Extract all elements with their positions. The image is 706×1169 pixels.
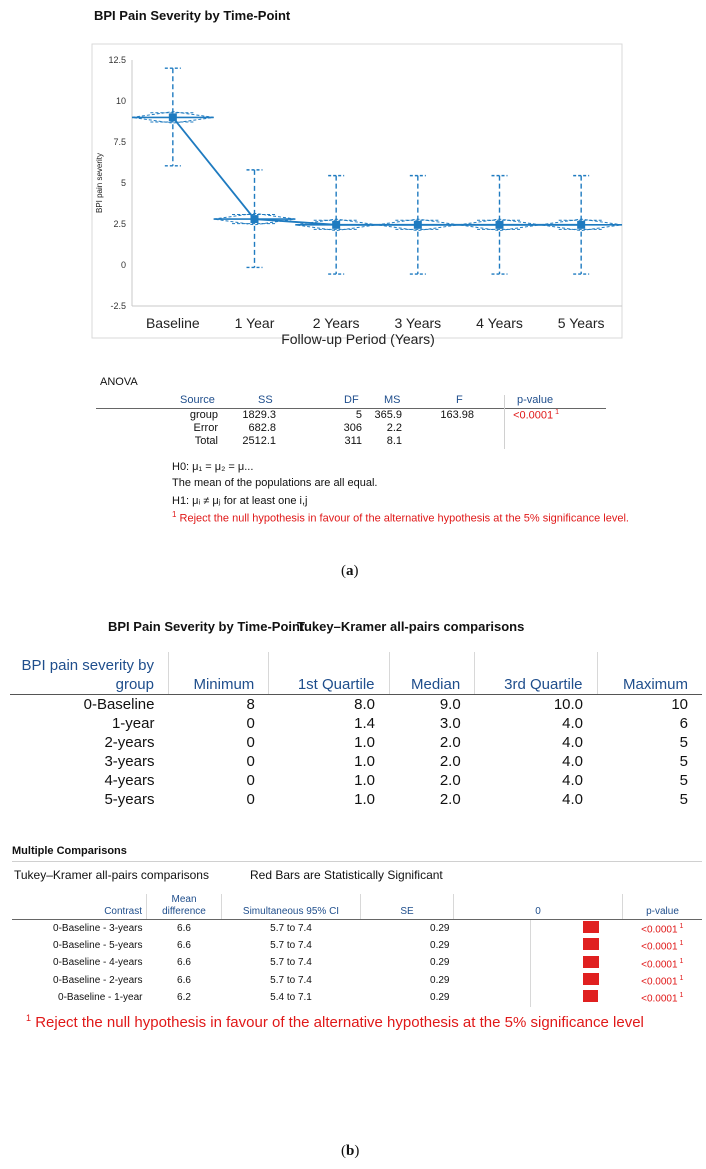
mc-contrast-cell: 0-Baseline - 2-years xyxy=(53,974,143,986)
anova-cell: 311 xyxy=(344,435,362,447)
y-tick-label: 10 xyxy=(115,96,126,106)
mc-header-se: SE xyxy=(361,894,454,920)
summary-value-cell: 3.0 xyxy=(439,715,461,732)
anova-label: ANOVA xyxy=(100,376,138,388)
anova-cell: Total xyxy=(194,435,218,447)
zero-line xyxy=(530,989,531,1006)
footnote-mark: 1 xyxy=(677,974,684,982)
mc-header-row xyxy=(12,894,702,920)
y-axis-label: BPI pain severity xyxy=(95,152,104,214)
mc-contrast-cell: 0-Baseline - 5-years xyxy=(53,939,143,951)
x-tick-label: 4 Years xyxy=(476,315,523,331)
chart-area-border xyxy=(92,44,622,338)
mc-ci-cell: 5.7 to 7.4 xyxy=(270,974,312,986)
caption-a: (a) xyxy=(341,563,359,579)
summary-value-cell: 10 xyxy=(671,696,688,713)
mc-bar-cell xyxy=(454,955,623,972)
y-tick-label: 5 xyxy=(120,178,126,188)
summary-value-cell: 8 xyxy=(246,696,255,713)
summary-header-row xyxy=(10,652,702,695)
h1-line: H1: μᵢ ≠ μⱼ for at least one i,j xyxy=(172,495,308,507)
anova-header-cell: DF xyxy=(344,394,359,406)
caption-b: (b) xyxy=(341,1143,360,1159)
summary-row xyxy=(10,771,702,790)
mc-note: Red Bars are Statistically Significant xyxy=(250,868,443,882)
anova-cell: 682.8 xyxy=(248,422,276,434)
anova-cell: 8.1 xyxy=(386,435,402,447)
summary-group-cell: 2-years xyxy=(104,734,155,751)
h0-text: The mean of the populations are all equal. xyxy=(172,477,378,489)
anova-cell: 306 xyxy=(343,422,362,434)
summary-row xyxy=(10,790,702,809)
anova-header-cell: F xyxy=(456,394,463,406)
mc-contrast-cell: 0-Baseline - 4-years xyxy=(53,957,143,969)
mc-diff-cell: 6.6 xyxy=(177,974,191,986)
summary-value-cell: 2.0 xyxy=(439,791,461,808)
mc-row xyxy=(12,989,702,1006)
mc-diff-cell: 6.6 xyxy=(177,957,191,969)
summary-value-cell: 0 xyxy=(246,791,255,808)
mc-se-cell: 0.29 xyxy=(430,991,450,1003)
mc-table xyxy=(12,894,702,1007)
anova-cell: <0.0001 $^1$ xyxy=(513,409,559,422)
mc-header-diff: Mean difference xyxy=(147,894,222,920)
mc-bar-cell xyxy=(454,937,623,954)
mc-diff-cell: 6.6 xyxy=(177,922,191,934)
mc-row xyxy=(12,920,702,938)
summary-value-cell: 1.4 xyxy=(354,715,376,732)
panel-b-title: BPI Pain Severity by Time-Point xyxy=(108,619,305,634)
y-tick-label: 0 xyxy=(120,260,126,270)
summary-value-cell: 9.0 xyxy=(439,696,461,713)
summary-row xyxy=(10,733,702,752)
anova-header-cell: MS xyxy=(384,394,401,406)
y-tick-label: -2.5 xyxy=(110,301,126,311)
difference-bar xyxy=(583,938,599,950)
footnote-mark-b: 1 xyxy=(26,1013,32,1023)
anova-cell: 163.98 xyxy=(440,409,474,421)
summary-value-cell: 5 xyxy=(679,734,688,751)
difference-bar xyxy=(583,956,599,968)
anova-divider xyxy=(504,395,505,449)
x-tick-label: 5 Years xyxy=(557,315,605,331)
mc-ci-cell: 5.7 to 7.4 xyxy=(270,957,312,969)
difference-bar xyxy=(583,921,599,933)
mc-contrast-cell: 0-Baseline - 3-years xyxy=(53,922,143,934)
summary-group-cell: 5-years xyxy=(104,791,155,808)
y-tick-label: 7.5 xyxy=(113,137,126,147)
summary-value-cell: 5 xyxy=(679,791,688,808)
anova-cell: 2512.1 xyxy=(242,435,276,447)
summary-row xyxy=(10,714,702,733)
data-point xyxy=(251,215,259,223)
mc-header-p: p-value xyxy=(623,894,703,920)
difference-bar xyxy=(583,973,599,985)
summary-value-cell: 1.0 xyxy=(354,791,376,808)
footnote-mark: 1 xyxy=(677,957,684,965)
mc-row xyxy=(12,937,702,954)
reject-text-b: Reject the null hypothesis in favour of the alternative hypothesis at the 5% significance level xyxy=(35,1014,644,1031)
summary-header-group: BPI pain severity by group xyxy=(10,652,169,695)
mc-header-contrast: Contrast xyxy=(12,894,147,920)
summary-value-cell: 0 xyxy=(246,734,255,751)
mc-header-ci: Simultaneous 95% CI xyxy=(222,894,361,920)
data-point xyxy=(169,113,177,121)
anova-cell: 1829.3 xyxy=(242,409,276,421)
summary-value-cell: 1.0 xyxy=(354,772,376,789)
zero-line xyxy=(530,920,531,937)
summary-row xyxy=(10,752,702,771)
summary-value-cell: 4.0 xyxy=(562,734,584,751)
anova-header-cell: p-value xyxy=(517,394,554,406)
mc-p-cell: <0.0001 $^1$ xyxy=(641,974,684,988)
summary-value-cell: 1.0 xyxy=(354,734,376,751)
summary-value-cell: 2.0 xyxy=(439,772,461,789)
summary-value-cell: 8.0 xyxy=(354,696,376,713)
anova-cell: 5 xyxy=(355,409,362,421)
summary-header-max: Maximum xyxy=(597,652,702,695)
summary-value-cell: 4.0 xyxy=(562,753,584,770)
zero-line xyxy=(530,955,531,972)
anova-cell: group xyxy=(189,409,218,421)
summary-value-cell: 5 xyxy=(679,753,688,770)
mc-bar-cell xyxy=(454,920,623,938)
anova-header-cell: SS xyxy=(258,394,273,406)
summary-value-cell: 2.0 xyxy=(439,753,461,770)
data-point xyxy=(332,221,340,229)
mc-p-cell: <0.0001 $^1$ xyxy=(641,992,684,1005)
data-point xyxy=(577,221,585,229)
difference-bar xyxy=(583,990,598,1002)
mc-diff-cell: 6.2 xyxy=(177,991,191,1003)
footnote-mark: 1 xyxy=(677,923,684,930)
summary-table xyxy=(10,652,702,809)
mc-p-cell: <0.0001 $^1$ xyxy=(641,957,684,970)
chart-title: BPI Pain Severity by Time-Point xyxy=(94,8,291,23)
mc-row xyxy=(12,972,702,989)
zero-line xyxy=(530,972,531,989)
x-tick-label: 1 Year xyxy=(234,315,275,331)
mc-se-cell: 0.29 xyxy=(430,957,450,969)
mc-p-cell: <0.0001 $^1$ xyxy=(641,940,684,953)
summary-value-cell: 4.0 xyxy=(562,772,584,789)
mc-ci-cell: 5.4 to 7.1 xyxy=(270,991,312,1003)
summary-value-cell: 5 xyxy=(679,772,688,789)
mc-se-cell: 0.29 xyxy=(430,974,450,986)
x-tick-label: 2 Years xyxy=(312,315,360,331)
summary-value-cell: 0 xyxy=(246,715,255,732)
summary-group-cell: 1-year xyxy=(111,715,155,732)
summary-group-cell: 3-years xyxy=(104,753,155,770)
anova-header-cell: Source xyxy=(180,394,215,406)
summary-value-cell: 10.0 xyxy=(553,696,584,713)
anova-cell: 2.2 xyxy=(386,422,402,434)
reject-note-a xyxy=(172,510,629,525)
mc-subtitle: Tukey–Kramer all-pairs comparisons xyxy=(14,868,209,882)
summary-value-cell: 4.0 xyxy=(562,715,584,732)
data-point xyxy=(496,221,504,229)
line-chart xyxy=(0,0,706,360)
mc-diff-cell: 6.6 xyxy=(177,939,191,951)
reject-text: Reject the null hypothesis in favour of the alternative hypothesis at the 5% significance level. xyxy=(179,512,629,525)
summary-header-median: Median xyxy=(389,652,475,695)
footnote-mark: 1 xyxy=(553,409,559,416)
y-tick-label: 12.5 xyxy=(108,55,126,65)
footnote-mark: 1 xyxy=(677,992,684,1000)
summary-group-cell: 4-years xyxy=(104,772,155,789)
mc-p-cell: <0.0001 $^1$ xyxy=(641,923,684,936)
mc-bar-cell xyxy=(454,972,623,989)
summary-header-min: Minimum xyxy=(169,652,269,695)
summary-value-cell: 2.0 xyxy=(439,734,461,751)
footnote-mark: 1 xyxy=(172,510,177,519)
summary-header-q1: 1st Quartile xyxy=(269,652,389,695)
summary-value-cell: 6 xyxy=(679,715,688,732)
mc-title-rule xyxy=(12,861,702,862)
mc-contrast-cell: 0-Baseline - 1-year xyxy=(58,991,143,1003)
h0-line: H0: μ₁ = μ₂ = μ... xyxy=(172,461,254,473)
mc-title: Multiple Comparisons xyxy=(12,845,127,857)
footnote-mark: 1 xyxy=(677,940,684,948)
summary-value-cell: 4.0 xyxy=(562,791,584,808)
mc-se-cell: 0.29 xyxy=(430,939,450,951)
zero-line xyxy=(530,937,531,954)
panel-b-subtitle: Tukey–Kramer all-pairs comparisons xyxy=(297,619,525,634)
mc-ci-cell: 5.7 to 7.4 xyxy=(270,922,312,934)
x-tick-label: 3 Years xyxy=(394,315,442,331)
summary-row xyxy=(10,695,702,715)
data-point xyxy=(414,221,422,229)
anova-cell: Error xyxy=(193,422,218,434)
summary-group-cell: 0-Baseline xyxy=(83,696,155,713)
mc-se-cell: 0.29 xyxy=(430,922,450,934)
anova-cell: 365.9 xyxy=(374,409,402,421)
mc-header-zero: 0 xyxy=(454,894,623,920)
summary-value-cell: 0 xyxy=(246,753,255,770)
y-tick-label: 2.5 xyxy=(113,219,126,229)
mc-row xyxy=(12,955,702,972)
summary-value-cell: 0 xyxy=(246,772,255,789)
x-axis-label: Follow-up Period (Years) xyxy=(281,331,435,347)
mc-ci-cell: 5.7 to 7.4 xyxy=(270,939,312,951)
reject-note-b xyxy=(26,1013,644,1031)
summary-header-q3: 3rd Quartile xyxy=(475,652,597,695)
mc-bar-cell xyxy=(454,989,623,1006)
summary-value-cell: 1.0 xyxy=(354,753,376,770)
x-tick-label: Baseline xyxy=(145,315,200,331)
